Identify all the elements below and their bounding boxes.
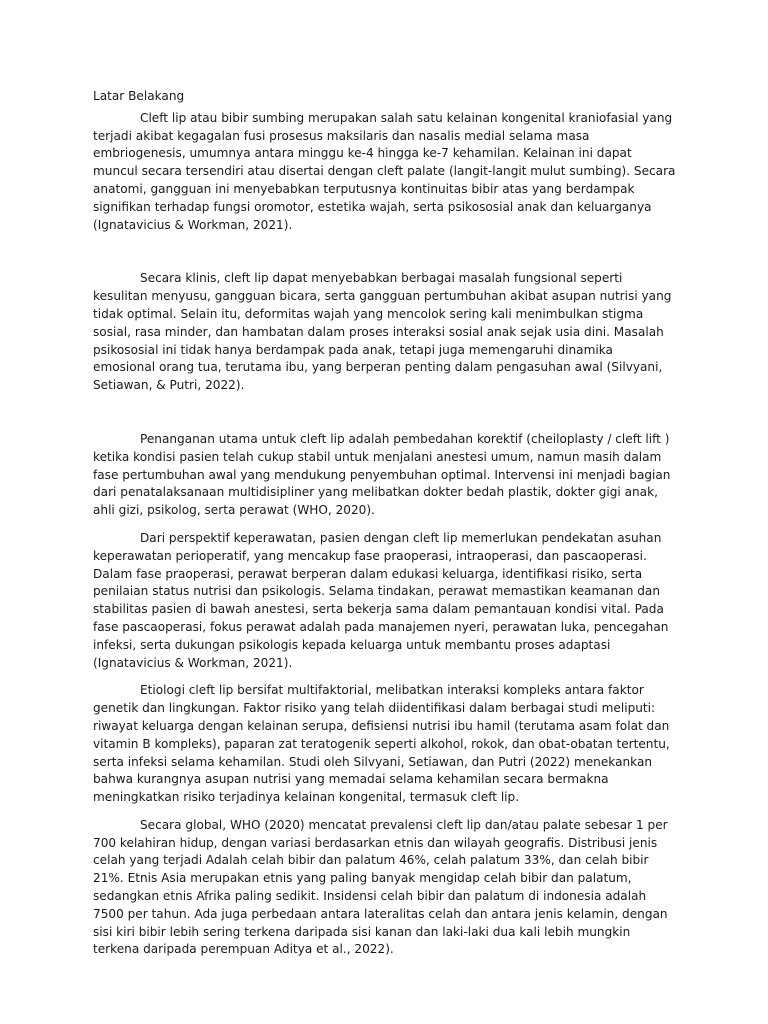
paragraph-nursing: Dari perspektif keperawatan, pasien dengan cleft lip memerlukan pendekatan asuhan keperawatan perioperatif, yang mencakup fase praoperasi, intraoperasi, dan pascaoperasi. Dalam fase praoperasi, perawat berperan dalam edukasi keluarga, identifikasi risiko, serta penilaian status nutrisi dan psikologis. Selama tindakan, perawat memastikan keamanan dan stabilitas pasien di bawah anestesi, serta bekerja sama dalam pemantauan kondisi vital. Pada fase pascaoperasi, fokus perawat adalah pada manajemen nyeri, perawatan luka, pencegahan infeksi, serta dukungan psikologis kepada keluarga untuk membantu proses adaptasi (Ignatavicius & Workman, 2021). [93,530,669,670]
paragraph-definition: Cleft lip atau bibir sumbing merupakan salah satu kelainan kongenital kraniofasial yang terjadi akibat kegagalan fusi prosesus maksilaris dan nasalis medial selama masa embriogenesis, umumnya antara minggu ke-4 hingga ke-7 kehamilan. Kelainan ini dapat muncul secara tersendiri atau disertai dengan cleft palate (langit-langit mulut sumbing). Secara anatomi, gangguan ini menyebabkan terputusnya kontinuitas bibir atas yang berdampak signifikan terhadap fungsi oromotor, estetika wajah, serta psikososial anak dan keluarganya (Ignatavicius & Workman, 2021). [93,110,676,232]
paragraph-etiology: Etiologi cleft lip bersifat multifaktorial, melibatkan interaksi kompleks antara faktor genetik dan lingkungan. Faktor risiko yang telah diidentifikasi dalam berbagai studi meliputi: riwayat keluarga dengan kelainan serupa, defisiensi nutrisi ibu hamil (terutama asam folat dan vitamin B kompleks), paparan zat teratogenik seperti alkohol, rokok, dan obat-obatan tertentu, serta infeksi selama kehamilan. Studi oleh Silvyani, Setiawan, dan Putri (2022) menekankan bahwa kurangnya asupan nutrisi yang memadai selama kehamilan secara bermakna meningkatkan risiko terjadinya kelainan kongenital, termasuk cleft lip. [93,683,670,805]
section-heading: Latar Belakang [93,89,185,103]
paragraph-clinical: Secara klinis, cleft lip dapat menyebabkan berbagai masalah fungsional seperti kesulitan menyusu, gangguan bicara, serta gangguan pertumbuhan akibat asupan nutrisi yang tidak optimal. Selain itu, deformitas wajah yang mencolok sering kali menimbulkan stigma sosial, rasa minder, dan hambatan dalam proses interaksi sosial anak sejak usia dini. Masalah psikososial ini tidak hanya berdampak pada anak, tetapi juga memengaruhi dinamika emosional orang tua, terutama ibu, yang berperan penting dalam pengasuhan awal (Silvyani, Setiawan, & Putri, 2022). [93,271,672,393]
paragraph-prevalence: Secara global, WHO (2020) mencatat prevalensi cleft lip dan/atau palate sebesar 1 per 700 kelahiran hidup, dengan variasi berdasarkan etnis dan wilayah geografis. Distribusi jenis celah yang terjadi Adalah celah bibir dan palatum 46%, celah palatum 33%, dan celah bibir 21%. Etnis Asia merupakan etnis yang paling banyak mengidap celah bibir dan palatum, sedangkan etnis Afrika paling sedikit. Insidensi celah bibir dan palatum di indonesia adalah 7500 per tahun. Ada juga perbedaan antara lateralitas celah dan antara jenis kelamin, dengan sisi kiri bibir lebih sering terkena daripada sisi kanan dan laki-laki dua kali lebih mungkin terkena daripada perempuan Aditya et al., 2022). [93,817,668,957]
paragraph-treatment: Penanganan utama untuk cleft lip adalah pembedahan korektif (cheiloplasty / cleft lift ) ketika kondisi pasien telah cukup stabil untuk menjalani anestesi umum, namun masih dalam fase pertumbuhan awal yang mendukung penyembuhan optimal. Intervensi ini menjadi bagian dari penatalaksanaan multidisipliner yang melibatkan dokter bedah plastik, dokter gigi anak, ahli gizi, psikolog, serta perawat (WHO, 2020). [93,431,671,518]
